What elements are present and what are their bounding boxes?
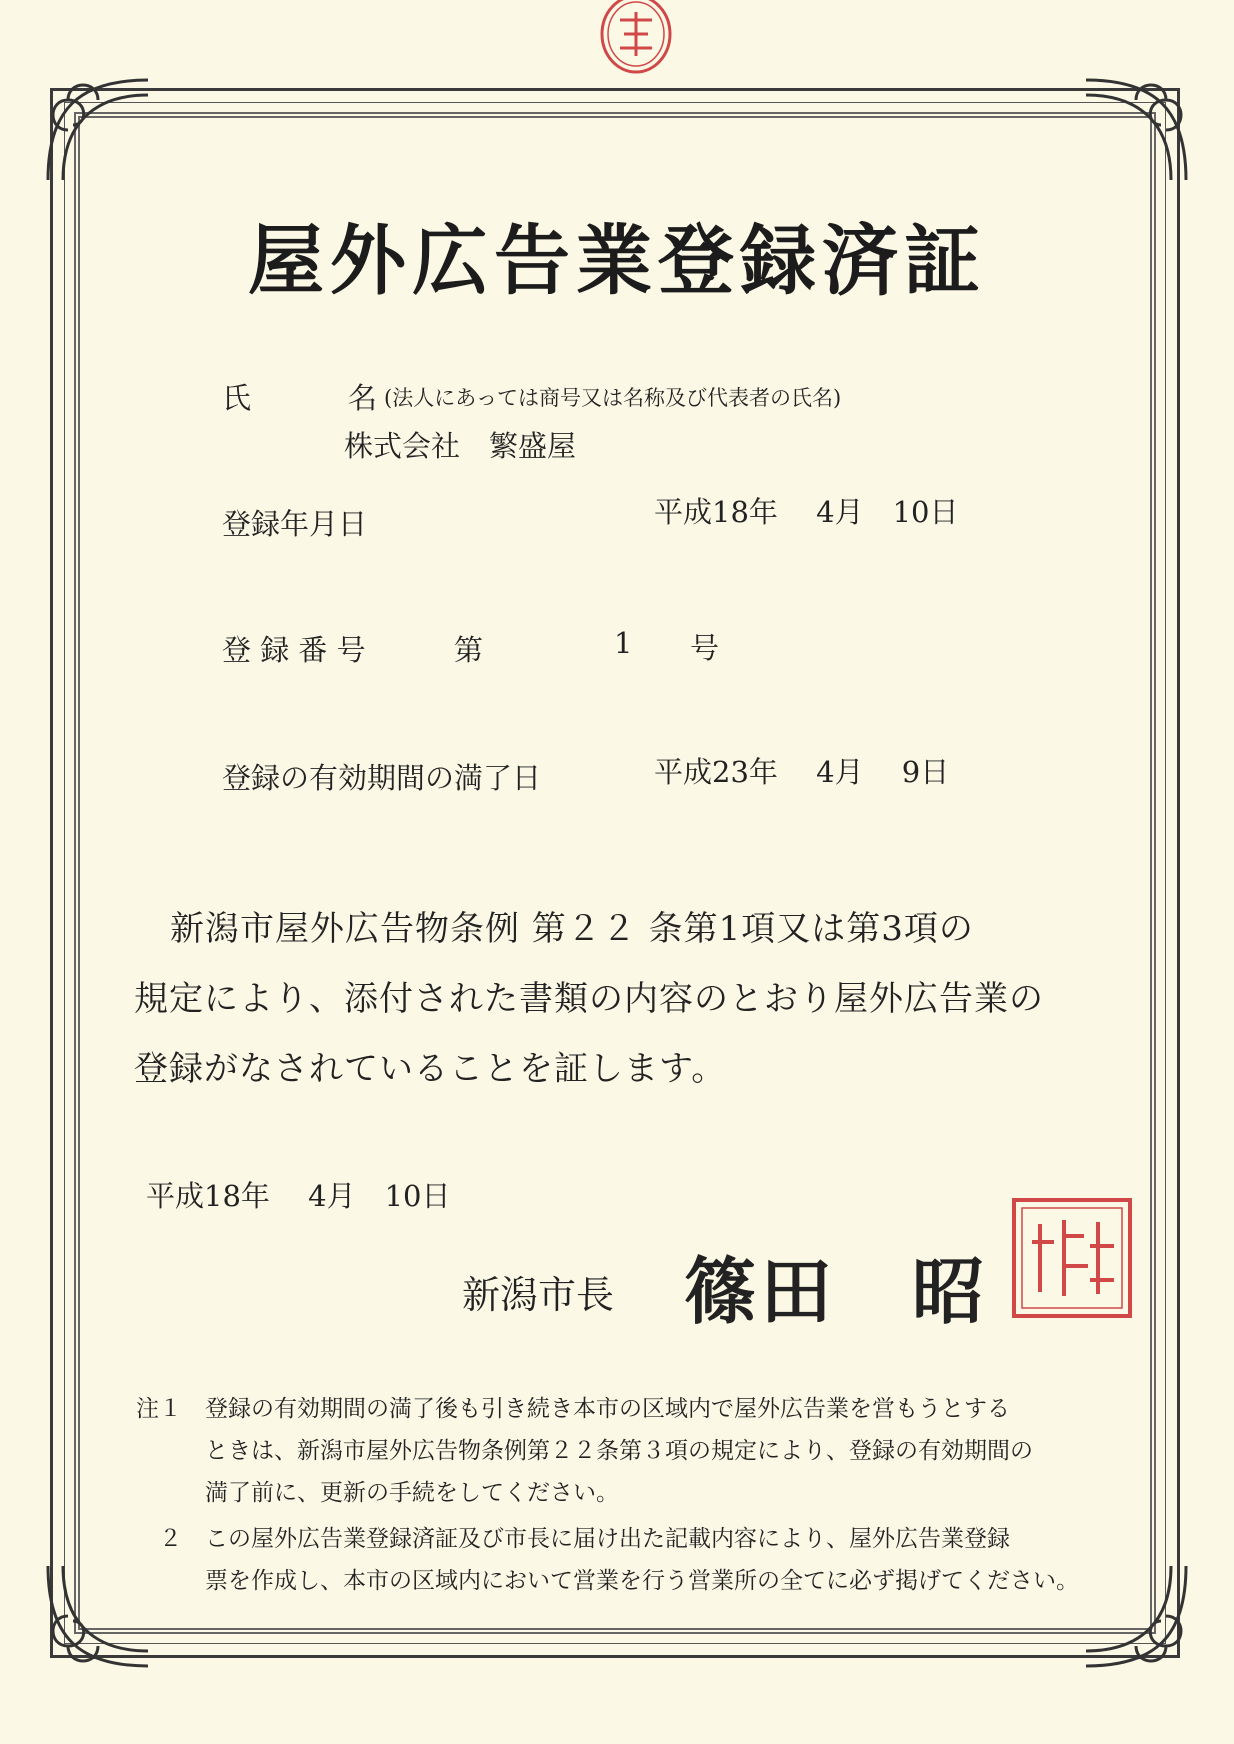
registration-number-prefix: 第 [454,633,484,667]
mayor-title: 新潟市長 [462,1273,615,1317]
note-line-2: ときは、新潟市屋外広告物条例第２２条第３項の規定により、登録の有効期間の [136,1438,1033,1464]
note-line-5: 票を作成し、本市の区域内において営業を行う営業所の全てに必ず掲げてください。 [136,1568,1079,1594]
body-line-1: 新潟市屋外広告物条例 第２２ 条第1項又は第3項の [170,909,974,949]
company-name: 株式会社 繁盛屋 [344,429,577,463]
mayor-seal-icon [1010,1196,1134,1320]
name-label-2: 名 [348,381,378,415]
name-label-1: 氏 [222,381,252,415]
note-line-1: 注１ 登録の有効期間の満了後も引き続き本市の区域内で屋外広告業を営もうとする [136,1396,1010,1422]
registration-date-label: 登録年月日 [222,507,368,541]
registration-number-value: 1 [614,626,633,660]
body-line-2: 規定により、添付された書類の内容のとおり屋外広告業の [134,979,1044,1019]
body-line-3: 登録がなされていることを証します。 [134,1049,727,1089]
official-seal-top-icon [596,0,676,74]
mayor-name: 篠田 昭 [684,1249,989,1334]
corner-ornament-top-right-icon [1076,70,1196,190]
name-note: (法人にあっては商号又は名称及び代表者の氏名) [384,386,842,410]
note-line-3: 満了前に、更新の手続をしてください。 [136,1480,619,1506]
corner-ornament-bottom-right-icon [1076,1556,1196,1676]
note-line-4: ２ この屋外広告業登録済証及び市長に届け出た記載内容により、屋外広告業登録 [136,1526,1010,1552]
registration-date-value: 平成18年 4月 10日 [654,495,959,529]
issue-date: 平成18年 4月 10日 [146,1179,451,1213]
corner-ornament-top-left-icon [38,70,158,190]
registration-number-label: 登 録 番 号 [222,633,366,667]
expiry-date-value: 平成23年 4月 9日 [654,755,950,789]
certificate-title: 屋外広告業登録済証 [248,216,986,305]
registration-number-suffix: 号 [690,631,720,665]
expiry-date-label: 登録の有効期間の満了日 [222,761,542,795]
